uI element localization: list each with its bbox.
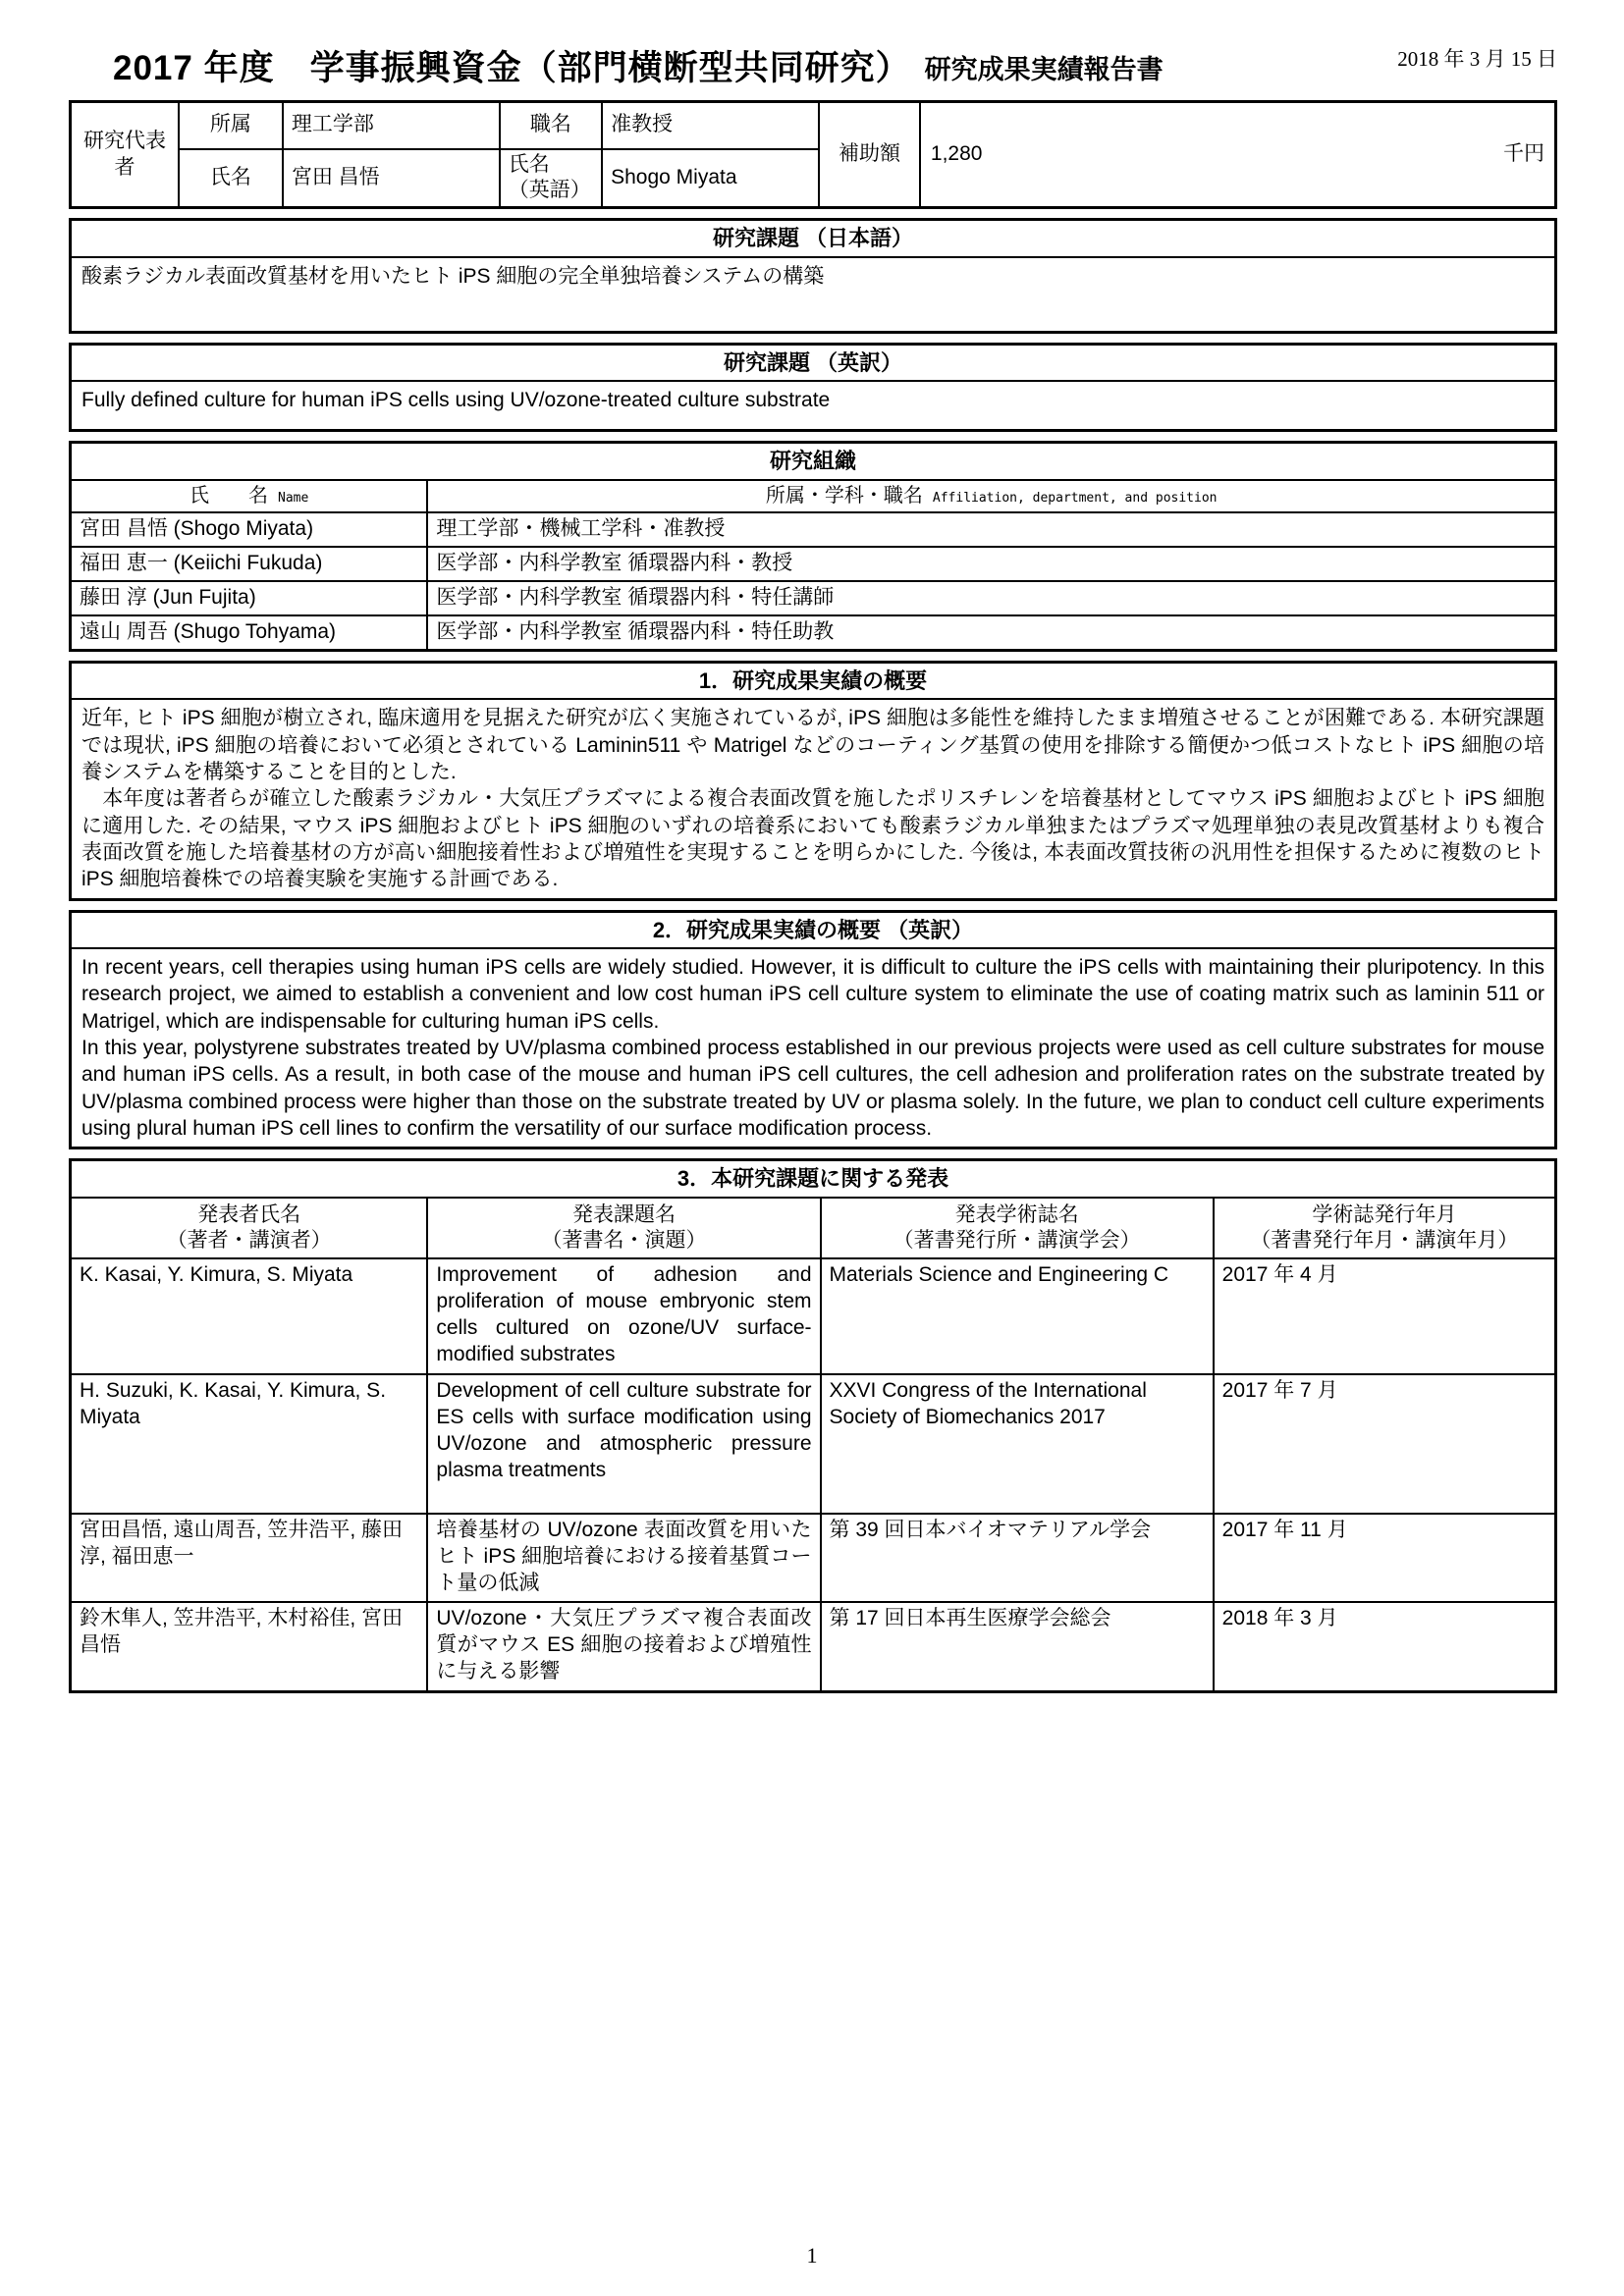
member-name: 福田 恵一 (Keiichi Fukuda) — [72, 547, 427, 581]
organization-affiliation-column-header — [427, 481, 1554, 513]
subsidy-unit: 千円 — [1503, 142, 1544, 166]
title-row — [69, 41, 1557, 90]
research-title-ja-section — [69, 218, 1557, 334]
document-title: 2017 年度 学事振興資金（部門横断型共同研究） — [113, 49, 911, 87]
publication-row — [72, 1602, 1554, 1690]
date-column-header-line1: 学術誌発行年月 — [1312, 1202, 1457, 1226]
publications-table-header-row — [72, 1199, 1554, 1259]
research-title-en-section — [69, 343, 1557, 433]
authors-column-header-line1: 発表者氏名 — [197, 1202, 301, 1226]
organization-section — [69, 441, 1557, 652]
organization-member-row — [72, 615, 1554, 649]
publication-row — [72, 1258, 1554, 1374]
affiliation-value: 理工学部 — [283, 102, 500, 149]
summary-en-paragraph-2: In this year, polystyrene substrates treated by UV/plasma combined process established in our previous projects were used as cell culture substrates for mouse and human iPS cells. As a result, in both case of the mouse and human iPS cell cultures, the cell adhesion and proliferation rates on the substrate treated by UV/plasma combined process were higher than those on the substrate treated by UV or plasma solely. In the future, we plan to conduct cell culture experiments using plural human iPS cell lines to confirm the versatility of our surface modification process. — [81, 1036, 1544, 1140]
name-column-label-ja: 氏 名 — [189, 484, 269, 507]
member-name: 遠山 周吾 (Shugo Tohyama) — [72, 615, 427, 649]
summary-ja-paragraph-1: 近年, ヒト iPS 細胞が樹立され, 臨床適用を見据えた研究が広く実施されているが, iPS 細胞は多能性を維持したまま増殖させることが困難である. 本研究課題では現状, iPS 細胞の培養において必須とされている Laminin511 や Matrigel などのコーティング基質の使用を排除する簡便かつ低コストなヒト iPS 細胞の培養システムを構築することを目的とした. — [81, 707, 1544, 784]
member-affiliation: 医学部・内科学教室 循環器内科・特任助教 — [427, 615, 1554, 649]
summary-ja-paragraph-2: 本年度は著者らが確立した酸素ラジカル・大気圧プラズマによる複合表面改質を施したポリスチレンを培養基材としてマウス iPS 細胞およびヒト iPS 細胞に適用した. その結果, マウス iPS 細胞およびヒト iPS 細胞のいずれの培養系においても酸素ラジカル単独またはプラズマ処理単独の表見改質基材よりも複合表面改質を施した培養基材の方が高い細胞接着性および増殖性を実現することを明らかにした. 今後は, 本表面改質技術の汎用性を担保するために複数のヒト iPS 細胞培養株での培養実験を実施する計画である. — [81, 787, 1544, 891]
research-title-ja-header: 研究課題 （日本語） — [72, 221, 1554, 258]
summary-en-header: 2．研究成果実績の概要 （英訳） — [72, 913, 1554, 950]
organization-member-row — [72, 581, 1554, 615]
publication-authors: 鈴木隼人, 笠井浩平, 木村裕佳, 宮田昌悟 — [72, 1602, 427, 1690]
publication-authors: H. Suzuki, K. Kasai, Y. Kimura, S. Miyata — [72, 1374, 427, 1514]
title-column-header-line2: （著書名・演題） — [541, 1228, 707, 1252]
title-column-header-line1: 発表課題名 — [571, 1202, 676, 1226]
publication-venue: XXVI Congress of the International Society of Biomechanics 2017 — [821, 1374, 1214, 1514]
member-affiliation: 医学部・内科学教室 循環器内科・特任講師 — [427, 581, 1554, 615]
publication-title: 培養基材の UV/ozone 表面改質を用いたヒト iPS 細胞培養における接着基質コート量の低減 — [427, 1514, 820, 1602]
date-column-header — [1214, 1199, 1554, 1259]
subsidy-value-cell — [920, 102, 1556, 208]
affiliation-column-label-ja: 所属・学科・職名 — [765, 484, 923, 507]
publication-venue: Materials Science and Engineering C — [821, 1258, 1214, 1374]
authors-column-header-line2: （著者・講演者） — [166, 1228, 332, 1252]
member-name: 宮田 昌悟 (Shogo Miyata) — [72, 512, 427, 547]
member-affiliation: 理工学部・機械工学科・准教授 — [427, 512, 1554, 547]
subsidy-label: 補助額 — [819, 102, 920, 208]
research-title-en-header: 研究課題 （英訳） — [72, 346, 1554, 383]
organization-table — [72, 481, 1554, 649]
research-title-ja-body: 酸素ラジカル表面改質基材を用いたヒト iPS 細胞の完全単独培養システムの構築 — [81, 264, 825, 288]
subsidy-amount: 1,280 — [930, 142, 983, 166]
affiliation-column-label-en: Affiliation, department, and position — [932, 490, 1218, 506]
report-date: 2018 年 3 月 15 日 — [1397, 47, 1557, 71]
publication-authors: K. Kasai, Y. Kimura, S. Miyata — [72, 1258, 427, 1374]
publications-header: 3．本研究課題に関する発表 — [72, 1161, 1554, 1199]
organization-member-row — [72, 547, 1554, 581]
publication-authors: 宮田昌悟, 遠山周吾, 笠井浩平, 藤田淳, 福田恵一 — [72, 1514, 427, 1602]
name-en-label: 氏名 （英語） — [500, 149, 602, 208]
member-affiliation: 医学部・内科学教室 循環器内科・教授 — [427, 547, 1554, 581]
venue-column-header-line1: 発表学術誌名 — [954, 1202, 1079, 1226]
summary-en-paragraph-1: In recent years, cell therapies using human iPS cells are widely studied. However, it is difficult to culture the iPS cells with maintaining their pluripotency. In this research project, we aimed to establish a convenient and low cost human iPS cell culture system to eliminate the use of coating matrix such as laminin 511 or Matrigel, which are indispensable for culturing human iPS cells. — [81, 956, 1544, 1033]
title-column-header — [427, 1199, 820, 1259]
publication-venue: 第 39 回日本バイオマテリアル学会 — [821, 1514, 1214, 1602]
publication-date: 2017 年 11 月 — [1214, 1514, 1554, 1602]
name-column-label-en: Name — [278, 490, 309, 506]
publication-date: 2017 年 4 月 — [1214, 1258, 1554, 1374]
publication-date: 2017 年 7 月 — [1214, 1374, 1554, 1514]
report-content — [69, 41, 1557, 1693]
summary-ja-body — [72, 700, 1554, 897]
position-value: 准教授 — [602, 102, 819, 149]
publication-title: Improvement of adhesion and proliferation of mouse embryonic stem cells cultured on ozone/UV surface-modified substrates — [427, 1258, 820, 1374]
authors-column-header — [72, 1199, 427, 1259]
representative-table — [69, 100, 1557, 209]
summary-en-body — [72, 949, 1554, 1147]
publications-table — [72, 1199, 1554, 1691]
representative-row-label: 研究代表者 — [71, 102, 179, 208]
name-label: 氏名 — [179, 149, 283, 208]
publication-row — [72, 1374, 1554, 1514]
publications-section — [69, 1158, 1557, 1693]
affiliation-label: 所属 — [179, 102, 283, 149]
venue-column-header — [821, 1199, 1214, 1259]
position-label: 職名 — [500, 102, 602, 149]
organization-name-column-header — [72, 481, 427, 513]
name-value: 宮田 昌悟 — [283, 149, 500, 208]
publication-title: UV/ozone・大気圧プラズマ複合表面改質がマウス ES 細胞の接着および増殖性に与える影響 — [427, 1602, 820, 1690]
summary-ja-section — [69, 661, 1557, 901]
venue-column-header-line2: （著書発行所・講演学会） — [893, 1228, 1141, 1252]
name-en-value: Shogo Miyata — [602, 149, 819, 208]
publication-venue: 第 17 回日本再生医療学会総会 — [821, 1602, 1214, 1690]
publication-date: 2018 年 3 月 — [1214, 1602, 1554, 1690]
page-number: 1 — [806, 2243, 818, 2268]
organization-header: 研究組織 — [72, 444, 1554, 481]
date-column-header-line2: （著書発行年月・講演年月） — [1250, 1228, 1519, 1252]
publication-row — [72, 1514, 1554, 1602]
summary-ja-header: 1．研究成果実績の概要 — [72, 664, 1554, 701]
publication-title: Development of cell culture substrate for ES cells with surface modification using UV/ozone and atmospheric pressure plasma treatments — [427, 1374, 820, 1514]
summary-en-section — [69, 910, 1557, 1150]
document-subtitle: 研究成果実績報告書 — [924, 55, 1164, 84]
member-name: 藤田 淳 (Jun Fujita) — [72, 581, 427, 615]
organization-member-row — [72, 512, 1554, 547]
research-title-en-body: Fully defined culture for human iPS cells using UV/ozone-treated culture substrate — [81, 389, 831, 412]
